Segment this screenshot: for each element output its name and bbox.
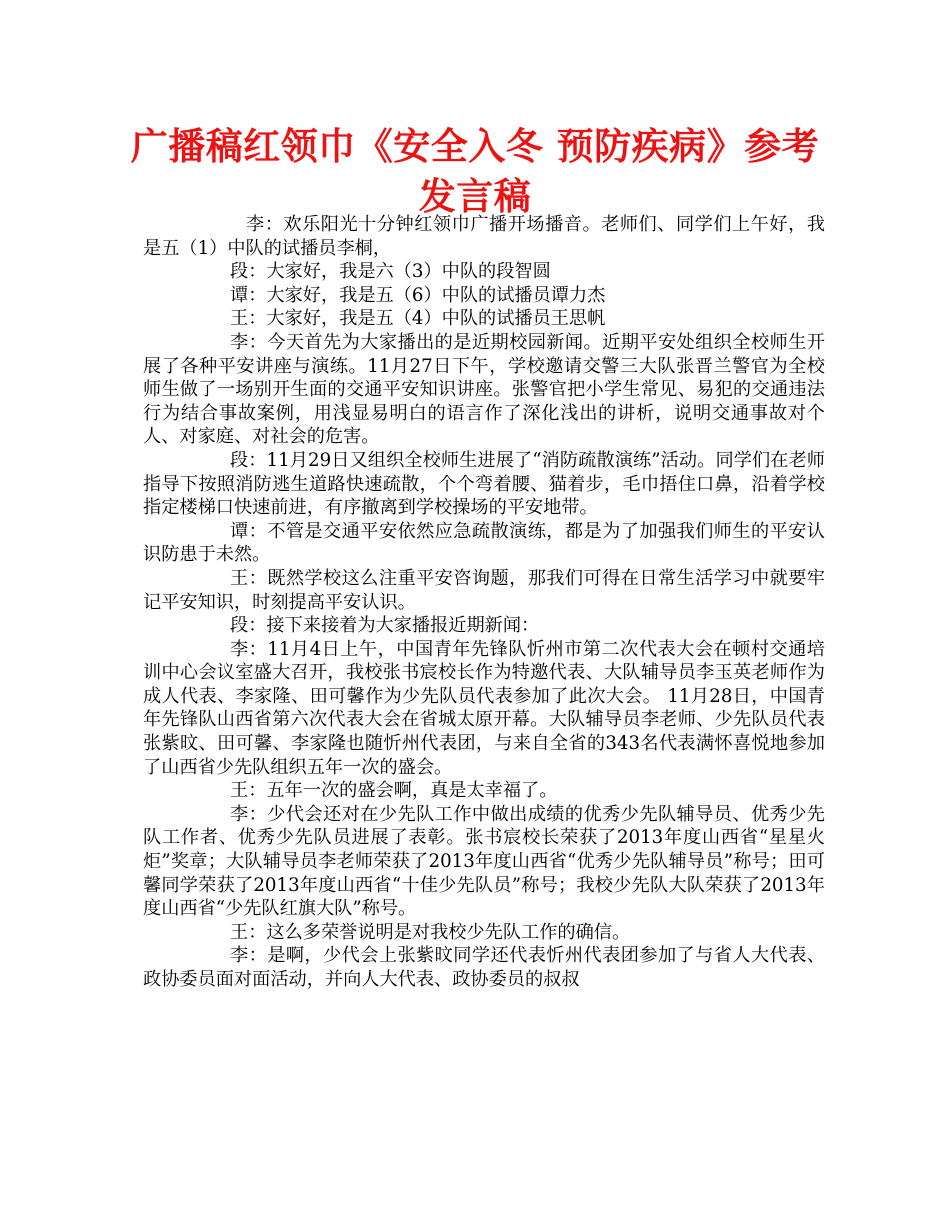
paragraph: 李：今天首先为大家播出的是近期校园新闻。近期平安处组织全校师生开展了各种平安讲座与演练。11月27日下午，学校邀请交警三大队张晋兰警官为全校师生做了一场别开生面的交通平安知识讲座。张警官把小学生常见、易犯的交通违法行为结合事故案例，用浅显易明白的语言作了深化浅出的讲析，说明交通事故对个人、对家庭、对社会的危害。 bbox=[143, 331, 825, 448]
paragraph: 段：大家好，我是六（3）中队的段智圆 bbox=[230, 261, 551, 283]
paragraph: 王：五年一次的盛会啊，真是太幸福了。 bbox=[230, 780, 558, 802]
paragraph: 谭：不管是交通平安依然应急疏散演练，都是为了加强我们师生的平安认识防患于未然。 bbox=[143, 520, 825, 566]
document-title: 广播稿红领巾《安全入冬 预防疾病》参考发言稿 bbox=[130, 125, 820, 218]
paragraph: 段：11月29日又组织全校师生进展了“消防疏散演练”活动。同学们在老师指导下按照消防逃生道路快速疏散，个个弯着腰、猫着步，毛巾捂住口鼻，沿着学校指定楼梯口快速前进，有序撤离到学校操场的平安地带。 bbox=[143, 449, 825, 519]
paragraph: 李：11月4日上午，中国青年先锋队忻州市第二次代表大会在顿村交通培训中心会议室盛大召开，我校张书宸校长作为特邀代表、大队辅导员李玉英老师作为成人代表、李家隆、田可馨作为少先队员代表参加了此次大会。 11月28日，中国青年先锋队山西省第六次代表大会在省城太原开幕。大队辅导员李老师、少先队员代表张紫旼、田可馨、李家隆也随忻州代表团，与来自全省的343名代表满怀喜悦地参加了山西省少先队组织五年一次的盛会。 bbox=[143, 638, 825, 778]
paragraph: 王：这么多荣誉说明是对我校少先队工作的确信。 bbox=[230, 921, 631, 943]
paragraph: 李：是啊，少代会上张紫旼同学还代表忻州代表团参加了与省人大代表、政协委员面对面活动，并向人大代表、政协委员的叔叔 bbox=[143, 945, 825, 990]
document-body bbox=[143, 213, 825, 992]
paragraph: 段：接下来接着为大家播报近期新闻： bbox=[230, 615, 540, 637]
paragraph: 谭：大家好，我是五（6）中队的试播员谭力杰 bbox=[230, 284, 606, 306]
paragraph: 王：既然学校这么注重平安咨询题，那我们可得在日常生活学习中就要牢记平安知识，时刻提高平安认识。 bbox=[143, 567, 825, 613]
paragraph: 李：少代会还对在少先队工作中做出成绩的优秀少先队辅导员、优秀少先队工作者、优秀少先队员进展了表彰。张书宸校长荣获了2013年度山西省“星星火炬”奖章；大队辅导员李老师荣获了2013年度山西省“优秀少先队辅导员”称号；田可馨同学荣获了2013年度山西省“十佳少先队员”称号；我校少先队大队荣获了2013年度山西省“少先队红旗大队”称号。 bbox=[143, 803, 825, 920]
paragraph: 王：大家好，我是五（4）中队的试播员王思帆 bbox=[230, 308, 606, 330]
paragraph: 李：欢乐阳光十分钟红领巾广播开场播音。老师们、同学们上午好，我是五（1）中队的试播员李桐， bbox=[143, 214, 825, 259]
